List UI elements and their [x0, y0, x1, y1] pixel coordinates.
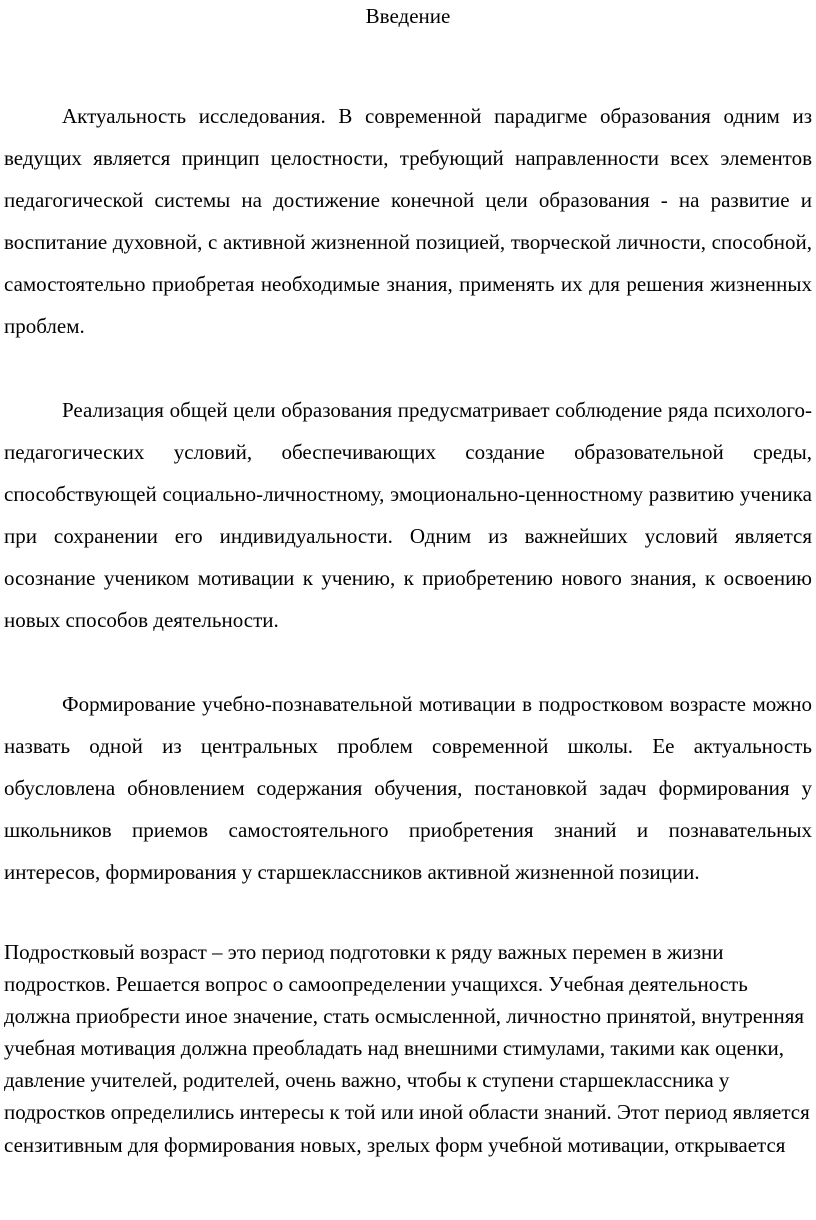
paragraph-adolescent-age: Подростковый возраст – это период подготовки к ряду важных перемен в жизни подростков. Решается вопрос о самоопределении учащихся. Учебная деятельность должна приобрести иное значение, стать осмысленной, личностно принятой, внутренняя учебная мотивация должна преобладать над внешними стимулами, такими как оценки, давление учителей, родителей, очень важно, чтобы к ступени старшеклассника у подростков определились интересы к той или иной области знаний. Этот период является сензитивным для формирования новых, зрелых форм учебной мотивации, открывается: [4, 940, 810, 1157]
page-title: Введение: [365, 4, 451, 28]
paragraph-relevance: Актуальность исследования. В современной парадигме образования одним из ведущих является принцип целостности, требующий направленности всех элементов педагогической системы на достижение конечной цели образования - на развитие и воспитание духовной, с активной жизненной позицией, творческой личности, способной, самостоятельно приобретая необходимые знания, применять их для решения жизненных проблем.: [4, 104, 812, 338]
paragraph-motivation-formation: Формирование учебно-познавательной мотивации в подростковом возрасте можно назвать одной из центральных проблем современной школы. Ее актуальность обусловлена обновлением содержания обучения, постановкой задач формирования у школьников приемов самостоятельного приобретения знаний и познавательных интересов, формирования у старшеклассников активной жизненной позиции.: [4, 692, 812, 884]
paragraph-goal-realization: Реализация общей цели образования предусматривает соблюдение ряда психолого-педагогических условий, обеспечивающих создание образовательной среды, способствующей социально-личностному, эмоционально-ценностному развитию ученика при сохранении его индивидуальности. Одним из важнейших условий является осознание учеником мотивации к учению, к приобретению нового знания, к освоению новых способов деятельности.: [4, 398, 812, 632]
